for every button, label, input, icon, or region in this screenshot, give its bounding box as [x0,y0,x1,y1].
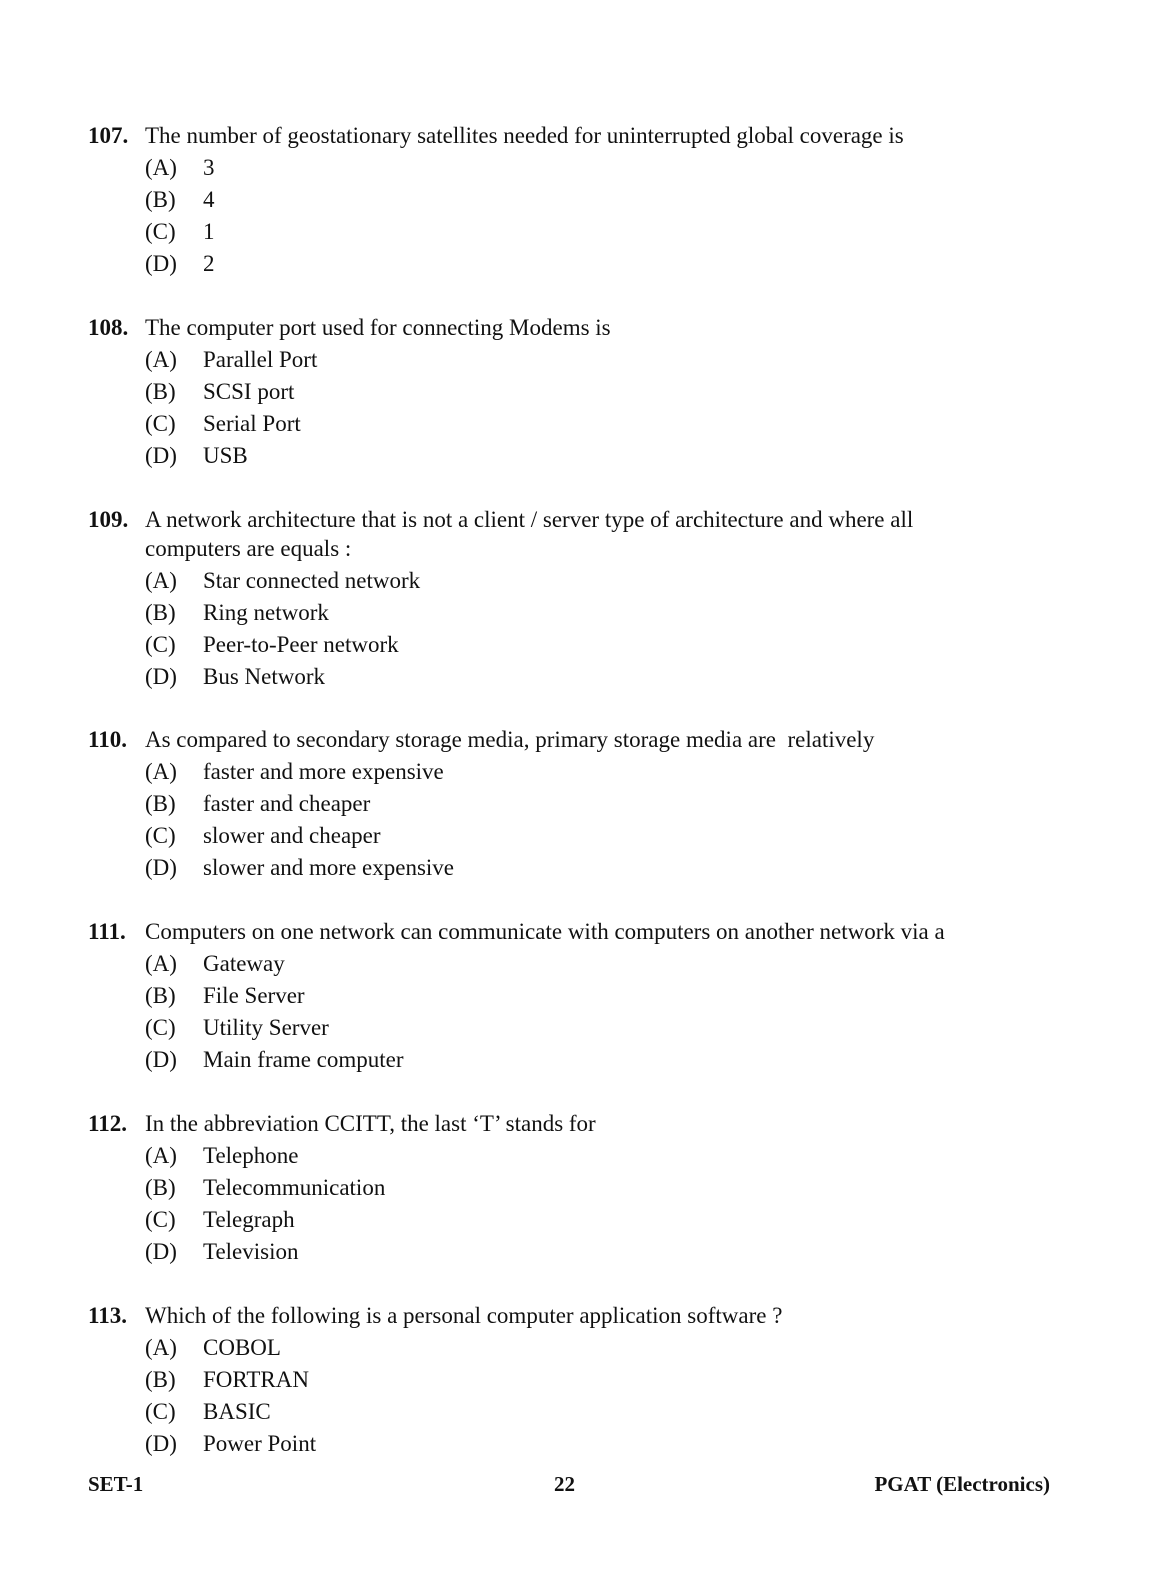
options-list [145,344,1048,472]
option-text: Peer-to-Peer network [203,632,399,657]
option-text: slower and cheaper [203,823,381,848]
question-number: 107. [88,123,129,148]
option-label: (B) [145,600,176,625]
option-c [145,820,1048,852]
option-text: faster and cheaper [203,791,371,816]
option-label: (C) [145,219,176,244]
option-label: (B) [145,1175,176,1200]
page-footer [88,1472,1050,1500]
question-number: 110. [88,727,127,752]
question-text: A network architecture that is not a client / server type of architecture and where all computers are equals : [145,507,920,561]
option-text: 4 [203,187,215,212]
option-b [145,376,1048,408]
option-c [145,1012,1048,1044]
option-c [145,1204,1048,1236]
option-b [145,980,1048,1012]
option-a [145,152,1048,184]
options-list [145,948,1048,1076]
option-label: (B) [145,983,176,1008]
option-label: (A) [145,951,177,976]
option-b [145,597,1048,629]
question-111 [88,917,1048,1076]
option-label: (D) [145,443,177,468]
option-b [145,788,1048,820]
option-b [145,1172,1048,1204]
option-b [145,1364,1048,1396]
option-text: 2 [203,251,215,276]
options-list [145,152,1048,280]
question-number: 112. [88,1111,127,1136]
option-a [145,756,1048,788]
option-label: (A) [145,759,177,784]
options-list [145,565,1048,693]
option-text: Telegraph [203,1207,295,1232]
question-text: The computer port used for connecting Modems is [145,315,611,340]
question-number: 109. [88,507,129,532]
option-label: (B) [145,791,176,816]
option-d [145,661,1048,693]
option-a [145,565,1048,597]
option-a [145,344,1048,376]
option-label: (D) [145,1431,177,1456]
option-text: COBOL [203,1335,281,1360]
option-text: File Server [203,983,305,1008]
option-text: Serial Port [203,411,301,436]
option-text: Telephone [203,1143,299,1168]
option-label: (A) [145,347,177,372]
option-text: slower and more expensive [203,855,455,880]
option-text: Telecommunication [203,1175,386,1200]
option-d [145,852,1048,884]
option-label: (D) [145,1047,177,1072]
option-text: 1 [203,219,215,244]
option-text: BASIC [203,1399,271,1424]
option-label: (A) [145,1143,177,1168]
question-text: In the abbreviation CCITT, the last ‘T’ stands for [145,1111,596,1136]
option-text: faster and more expensive [203,759,444,784]
question-113 [88,1301,1048,1460]
option-label: (B) [145,1367,176,1392]
option-text: USB [203,443,248,468]
option-text: Bus Network [203,664,326,689]
question-number: 113. [88,1303,127,1328]
question-text: As compared to secondary storage media, primary storage media are relatively [145,727,875,752]
option-label: (C) [145,632,176,657]
option-text: SCSI port [203,379,295,404]
option-label: (D) [145,664,177,689]
option-d [145,1044,1048,1076]
option-d [145,1236,1048,1268]
footer-set-label: SET-1 [88,1472,144,1496]
option-c [145,408,1048,440]
option-a [145,1140,1048,1172]
option-a [145,1332,1048,1364]
question-112 [88,1109,1048,1268]
option-label: (B) [145,187,176,212]
option-c [145,1396,1048,1428]
option-b [145,184,1048,216]
option-label: (D) [145,855,177,880]
option-label: (C) [145,411,176,436]
option-text: Star connected network [203,568,421,593]
option-text: Parallel Port [203,347,318,372]
question-107 [88,121,1048,280]
option-text: Power Point [203,1431,317,1456]
option-text: 3 [203,155,215,180]
option-d [145,440,1048,472]
options-list [145,756,1048,884]
option-text: Gateway [203,951,285,976]
option-d [145,1428,1048,1460]
option-label: (D) [145,251,177,276]
option-text: FORTRAN [203,1367,309,1392]
option-c [145,629,1048,661]
option-label: (C) [145,823,176,848]
option-text: Ring network [203,600,329,625]
question-108 [88,313,1048,472]
footer-exam-title: PGAT (Electronics) [874,1472,1050,1496]
option-label: (B) [145,379,176,404]
option-text: Main frame computer [203,1047,404,1072]
options-list [145,1332,1048,1460]
options-list [145,1140,1048,1268]
option-c [145,216,1048,248]
option-label: (C) [145,1399,176,1424]
question-number: 108. [88,315,129,340]
option-label: (A) [145,155,177,180]
option-label: (A) [145,568,177,593]
footer-page-number: 22 [554,1472,575,1496]
question-109 [88,505,1048,693]
question-110 [88,725,1048,884]
option-label: (C) [145,1015,176,1040]
option-label: (D) [145,1239,177,1264]
option-text: Television [203,1239,299,1264]
question-text: Computers on one network can communicate with computers on another network via a [145,919,945,944]
question-number: 111. [88,919,126,944]
question-text: The number of geostationary satellites needed for uninterrupted global coverage is [145,123,904,148]
option-d [145,248,1048,280]
option-text: Utility Server [203,1015,329,1040]
option-label: (C) [145,1207,176,1232]
option-a [145,948,1048,980]
option-label: (A) [145,1335,177,1360]
question-text: Which of the following is a personal computer application software ? [145,1303,783,1328]
